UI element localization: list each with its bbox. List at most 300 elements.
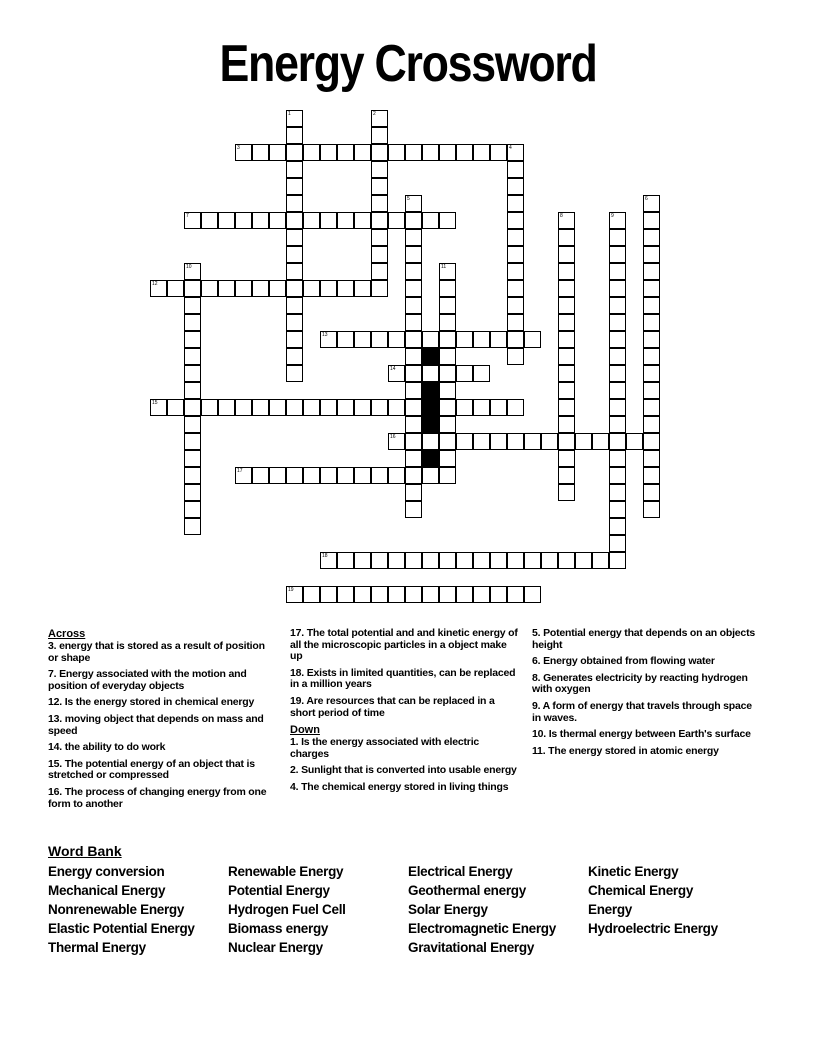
grid-cell[interactable] [592,433,609,450]
grid-cell[interactable] [473,552,490,569]
grid-cell[interactable] [388,467,405,484]
grid-cell[interactable] [286,212,303,229]
word-bank-item: Mechanical Energy [48,883,166,898]
grid-cell[interactable] [439,144,456,161]
grid-cell[interactable] [422,433,439,450]
grid-cell[interactable] [439,280,456,297]
clue [532,628,760,651]
grid-cell[interactable] [184,467,201,484]
grid-clue-number: 8 [560,213,563,219]
clue-number: 19. [290,694,304,707]
grid-cell[interactable] [558,382,575,399]
grid-cell[interactable] [643,229,660,246]
grid-cell[interactable] [439,552,456,569]
grid-cell[interactable] [507,212,524,229]
grid-cell[interactable] [609,382,626,399]
grid-cell[interactable] [303,212,320,229]
grid-cell[interactable] [507,280,524,297]
grid-cell[interactable] [456,552,473,569]
word-bank-item: Nonrenewable Energy [48,902,185,917]
clue-number: 4. [290,780,299,793]
grid-cell[interactable] [235,212,252,229]
grid-cell[interactable] [218,280,235,297]
clue-text: The energy stored in atomic energy [545,744,719,757]
grid-cell[interactable] [184,484,201,501]
clue-number: 12. [48,696,62,709]
clues-column-1 [48,628,276,815]
grid-cell[interactable] [541,552,558,569]
grid-cell[interactable] [286,365,303,382]
grid-cell[interactable] [388,399,405,416]
grid-cell[interactable] [167,280,184,297]
grid-cell[interactable] [490,433,507,450]
grid-cell[interactable] [286,127,303,144]
grid-cell[interactable] [371,331,388,348]
grid-cell[interactable] [422,365,439,382]
grid-cell[interactable] [643,348,660,365]
grid-cell[interactable] [473,144,490,161]
grid-cell[interactable] [609,365,626,382]
grid-cell[interactable] [609,263,626,280]
grid-cell[interactable] [286,161,303,178]
grid-cell[interactable] [286,263,303,280]
grid-cell[interactable] [609,314,626,331]
grid-cell[interactable] [439,331,456,348]
grid-cell[interactable] [371,195,388,212]
grid-cell[interactable] [643,314,660,331]
grid-cell[interactable] [405,246,422,263]
grid-cell[interactable] [507,178,524,195]
grid-cell[interactable] [184,365,201,382]
grid-cell[interactable] [524,331,541,348]
grid-cell[interactable] [609,535,626,552]
grid-cell[interactable] [609,552,626,569]
word-bank-item: Energy conversion [48,864,165,879]
grid-cell[interactable] [473,399,490,416]
clue-number: 1. [290,736,299,749]
grid-cell[interactable] [371,280,388,297]
grid-cell[interactable] [303,586,320,603]
grid-cell[interactable] [507,263,524,280]
grid-cell[interactable] [609,246,626,263]
grid-cell[interactable] [405,501,422,518]
grid-cell[interactable] [252,399,269,416]
grid-cell[interactable] [184,450,201,467]
grid-cell[interactable] [422,467,439,484]
grid-cell[interactable] [337,467,354,484]
clues-column-3 [532,628,760,762]
grid-cell[interactable] [286,280,303,297]
grid-cell[interactable] [371,212,388,229]
grid-cell[interactable] [371,586,388,603]
grid-cell[interactable] [507,297,524,314]
grid-cell[interactable] [405,552,422,569]
grid-cell[interactable] [167,399,184,416]
grid-cell[interactable] [558,314,575,331]
grid-cell[interactable] [184,297,201,314]
grid-cell[interactable] [490,144,507,161]
grid-cell[interactable] [286,144,303,161]
grid-cell[interactable] [422,586,439,603]
grid-cell[interactable] [286,399,303,416]
grid-cell[interactable] [371,467,388,484]
grid-cell[interactable] [320,212,337,229]
grid-cell[interactable] [592,552,609,569]
grid-cell[interactable] [405,331,422,348]
grid-cell[interactable] [303,467,320,484]
grid-cell[interactable] [405,280,422,297]
grid-cell[interactable] [405,297,422,314]
grid-cell[interactable] [524,433,541,450]
word-bank-item: Thermal Energy [48,940,146,955]
grid-black-cell [422,450,439,467]
grid-cell[interactable] [439,450,456,467]
grid-cell[interactable] [643,331,660,348]
grid-cell[interactable] [286,195,303,212]
grid-cell[interactable] [371,178,388,195]
grid-cell[interactable] [354,399,371,416]
grid-cell[interactable] [575,552,592,569]
grid-cell[interactable] [473,586,490,603]
grid-cell[interactable] [507,433,524,450]
clue-text: Is the energy associated with electric charges [290,736,480,760]
grid-cell[interactable] [235,280,252,297]
clue-number: 15. [48,757,62,770]
grid-cell[interactable] [439,467,456,484]
grid-cell[interactable] [507,552,524,569]
grid-cell[interactable] [303,144,320,161]
grid-cell[interactable] [354,212,371,229]
grid-cell[interactable] [405,348,422,365]
grid-cell[interactable] [473,331,490,348]
grid-cell[interactable] [643,467,660,484]
grid-cell[interactable] [643,484,660,501]
grid-cell[interactable] [609,280,626,297]
grid-cell[interactable] [354,280,371,297]
grid-cell[interactable] [541,433,558,450]
word-bank-item: Hydroelectric Energy [588,921,718,936]
clue-text: the ability to do work [62,741,166,754]
grid-cell[interactable] [558,331,575,348]
grid-cell[interactable] [507,399,524,416]
grid-cell[interactable] [524,552,541,569]
grid-cell[interactable] [371,161,388,178]
grid-cell[interactable] [609,501,626,518]
grid-cell[interactable] [184,382,201,399]
grid-cell[interactable] [269,212,286,229]
grid-cell[interactable] [558,450,575,467]
grid-cell[interactable] [507,586,524,603]
grid-black-cell [422,382,439,399]
grid-cell[interactable] [269,467,286,484]
grid-cell[interactable] [558,416,575,433]
grid-cell[interactable] [320,399,337,416]
grid-cell[interactable] [524,586,541,603]
grid-cell[interactable] [184,518,201,535]
grid-cell[interactable] [439,382,456,399]
grid-cell[interactable] [184,348,201,365]
grid-cell[interactable] [439,212,456,229]
grid-cell[interactable] [558,280,575,297]
grid-cell[interactable] [388,331,405,348]
grid-cell[interactable] [286,314,303,331]
grid-cell[interactable] [439,399,456,416]
grid-cell[interactable] [354,331,371,348]
word-bank-item: Energy [588,902,632,917]
grid-cell[interactable] [456,331,473,348]
grid-cell[interactable] [507,331,524,348]
grid-cell[interactable] [609,484,626,501]
grid-cell[interactable] [371,229,388,246]
grid-cell[interactable] [269,399,286,416]
grid-cell[interactable] [320,586,337,603]
word-bank-item: Electromagnetic Energy [408,921,556,936]
grid-cell[interactable] [354,144,371,161]
grid-cell[interactable] [439,416,456,433]
word-bank-column-3 [408,862,556,957]
grid-cell[interactable] [490,586,507,603]
grid-cell[interactable] [558,433,575,450]
grid-cell[interactable] [609,348,626,365]
grid-cell[interactable] [643,433,660,450]
grid-cell[interactable] [405,586,422,603]
grid-cell[interactable] [337,331,354,348]
clue-number: 17. [290,627,304,639]
grid-cell[interactable] [626,433,643,450]
grid-cell[interactable] [388,212,405,229]
clue-number: 14. [48,741,62,754]
word-bank-item: Potential Energy [228,883,330,898]
grid-cell[interactable] [303,280,320,297]
grid-cell[interactable] [609,518,626,535]
grid-cell[interactable] [456,365,473,382]
grid-cell[interactable] [286,348,303,365]
grid-cell[interactable] [405,450,422,467]
grid-cell[interactable] [269,144,286,161]
grid-cell[interactable] [507,195,524,212]
grid-cell[interactable] [337,552,354,569]
grid-cell[interactable] [422,331,439,348]
grid-cell[interactable] [235,399,252,416]
word-bank-item: Solar Energy [408,902,488,917]
grid-cell[interactable] [354,552,371,569]
grid-cell[interactable] [643,450,660,467]
word-bank-item: Chemical Energy [588,883,694,898]
word-bank-title: Word Bank [48,843,122,859]
grid-cell[interactable] [609,416,626,433]
grid-clue-number: 3 [237,145,240,151]
grid-cell[interactable] [643,280,660,297]
grid-cell[interactable] [320,280,337,297]
grid-cell[interactable] [558,297,575,314]
grid-cell[interactable] [405,263,422,280]
grid-cell[interactable] [405,212,422,229]
grid-cell[interactable] [507,348,524,365]
clue-number: 13. [48,712,62,725]
grid-cell[interactable] [388,144,405,161]
grid-cell[interactable] [439,314,456,331]
grid-cell[interactable] [371,399,388,416]
grid-cell[interactable] [201,399,218,416]
grid-clue-number: 10 [186,264,192,270]
grid-cell[interactable] [643,263,660,280]
grid-cell[interactable] [371,552,388,569]
grid-cell[interactable] [252,467,269,484]
grid-cell[interactable] [643,382,660,399]
clue [290,782,518,794]
grid-cell[interactable] [371,127,388,144]
grid-cell[interactable] [286,331,303,348]
grid-cell[interactable] [643,297,660,314]
grid-cell[interactable] [558,263,575,280]
grid-cell[interactable] [184,433,201,450]
grid-cell[interactable] [507,246,524,263]
grid-cell[interactable] [201,212,218,229]
grid-cell[interactable] [456,586,473,603]
grid-cell[interactable] [643,365,660,382]
grid-cell[interactable] [405,433,422,450]
grid-cell[interactable] [507,229,524,246]
grid-cell[interactable] [473,433,490,450]
grid-cell[interactable] [422,552,439,569]
grid-cell[interactable] [337,399,354,416]
grid-cell[interactable] [184,280,201,297]
grid-cell[interactable] [405,229,422,246]
grid-cell[interactable] [558,365,575,382]
grid-cell[interactable] [371,246,388,263]
grid-cell[interactable] [439,297,456,314]
clue [290,668,518,691]
grid-cell[interactable] [354,586,371,603]
grid-cell[interactable] [337,280,354,297]
grid-cell[interactable] [405,314,422,331]
grid-cell[interactable] [218,212,235,229]
grid-cell[interactable] [439,586,456,603]
grid-cell[interactable] [388,552,405,569]
grid-cell[interactable] [184,331,201,348]
grid-cell[interactable] [252,144,269,161]
word-bank-column-1 [48,862,195,957]
clue [48,742,276,754]
grid-cell[interactable] [405,399,422,416]
grid-cell[interactable] [422,212,439,229]
clue [532,746,760,758]
grid-cell[interactable] [303,399,320,416]
grid-cell[interactable] [609,467,626,484]
grid-cell[interactable] [490,399,507,416]
grid-cell[interactable] [473,365,490,382]
clue [532,701,760,724]
grid-cell[interactable] [609,331,626,348]
grid-cell[interactable] [643,399,660,416]
grid-cell[interactable] [558,348,575,365]
grid-cell[interactable] [405,382,422,399]
grid-cell[interactable] [252,212,269,229]
grid-cell[interactable] [558,229,575,246]
grid-cell[interactable] [320,467,337,484]
grid-cell[interactable] [184,314,201,331]
grid-cell[interactable] [609,450,626,467]
word-bank-column-4 [588,862,718,938]
grid-cell[interactable] [439,433,456,450]
grid-cell[interactable] [405,484,422,501]
grid-cell[interactable] [218,399,235,416]
grid-cell[interactable] [439,365,456,382]
grid-cell[interactable] [456,399,473,416]
grid-cell[interactable] [609,433,626,450]
grid-cell[interactable] [286,229,303,246]
grid-cell[interactable] [490,552,507,569]
grid-clue-number: 12 [152,281,158,287]
word-bank-item: Nuclear Energy [228,940,323,955]
clue-text: The chemical energy stored in living things [298,780,509,793]
grid-cell[interactable] [337,144,354,161]
grid-cell[interactable] [354,467,371,484]
grid-cell[interactable] [490,331,507,348]
grid-cell[interactable] [643,246,660,263]
grid-cell[interactable] [643,501,660,518]
grid-cell[interactable] [184,501,201,518]
grid-cell[interactable] [609,229,626,246]
grid-cell[interactable] [320,144,337,161]
grid-cell[interactable] [575,433,592,450]
grid-cell[interactable] [456,144,473,161]
grid-cell[interactable] [252,280,269,297]
grid-cell[interactable] [558,467,575,484]
grid-cell[interactable] [286,246,303,263]
grid-cell[interactable] [286,467,303,484]
grid-cell[interactable] [388,586,405,603]
grid-cell[interactable] [643,416,660,433]
grid-cell[interactable] [405,144,422,161]
grid-cell[interactable] [269,280,286,297]
grid-cell[interactable] [405,467,422,484]
grid-black-cell [422,399,439,416]
grid-cell[interactable] [286,297,303,314]
grid-cell[interactable] [286,178,303,195]
grid-cell[interactable] [609,297,626,314]
grid-clue-number: 19 [288,587,294,593]
grid-cell[interactable] [456,433,473,450]
word-bank-item: Biomass energy [228,921,329,936]
grid-clue-number: 14 [390,366,396,372]
grid-cell[interactable] [609,399,626,416]
grid-cell[interactable] [201,280,218,297]
grid-cell[interactable] [337,212,354,229]
grid-cell[interactable] [371,144,388,161]
grid-cell[interactable] [184,399,201,416]
grid-cell[interactable] [371,263,388,280]
grid-cell[interactable] [507,314,524,331]
grid-cell[interactable] [558,246,575,263]
grid-cell[interactable] [439,348,456,365]
grid-cell[interactable] [422,144,439,161]
grid-cell[interactable] [643,212,660,229]
grid-cell[interactable] [558,484,575,501]
grid-cell[interactable] [405,416,422,433]
grid-cell[interactable] [507,161,524,178]
grid-clue-number: 4 [509,145,512,151]
grid-cell[interactable] [184,416,201,433]
grid-cell[interactable] [558,552,575,569]
grid-black-cell [422,416,439,433]
grid-cell[interactable] [558,399,575,416]
word-bank-item: Hydrogen Fuel Cell [228,902,346,917]
grid-cell[interactable] [337,586,354,603]
grid-cell[interactable] [405,365,422,382]
grid-clue-number: 9 [611,213,614,219]
clue [48,787,276,810]
